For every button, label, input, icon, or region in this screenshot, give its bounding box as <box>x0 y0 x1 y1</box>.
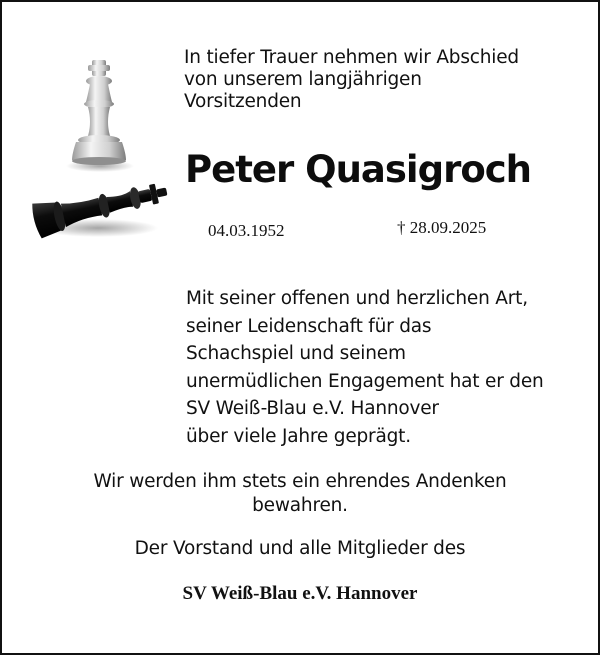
tribute-line: unermüdlichen Engagement hat er den <box>186 370 544 392</box>
signoff-text: Der Vorstand und alle Mitglieder des <box>134 538 466 559</box>
tribute-text <box>186 285 586 450</box>
tribute-line: seiner Leidenschaft für das <box>186 315 432 337</box>
tribute-line: über viele Jahre geprägt. <box>186 425 411 447</box>
tribute-line: Schachspiel und seinem <box>186 343 406 364</box>
intro-text <box>184 47 584 113</box>
remembrance-text <box>0 470 600 518</box>
death-date: † 28.09.2025 <box>397 218 487 237</box>
intro-line: von unserem langjährigen <box>184 69 422 90</box>
chess-kings-image <box>28 50 178 250</box>
club-name: SV Weiß-Blau e.V. Hannover <box>182 583 418 604</box>
remembrance-line: Wir werden ihm stets ein ehrendes Andenken <box>93 471 507 492</box>
intro-line: In tiefer Trauer nehmen wir Abschied <box>184 47 519 68</box>
deceased-name: Peter Quasigroch <box>185 148 532 191</box>
remembrance-line: bewahren. <box>252 495 348 516</box>
tribute-line: SV Weiß-Blau e.V. Hannover <box>186 398 439 419</box>
birth-date: 04.03.1952 <box>208 221 285 240</box>
white-king-icon <box>72 60 126 165</box>
tribute-line: Mit seiner offenen und herzlichen Art, <box>186 288 528 309</box>
intro-line: Vorsitzenden <box>184 91 302 112</box>
